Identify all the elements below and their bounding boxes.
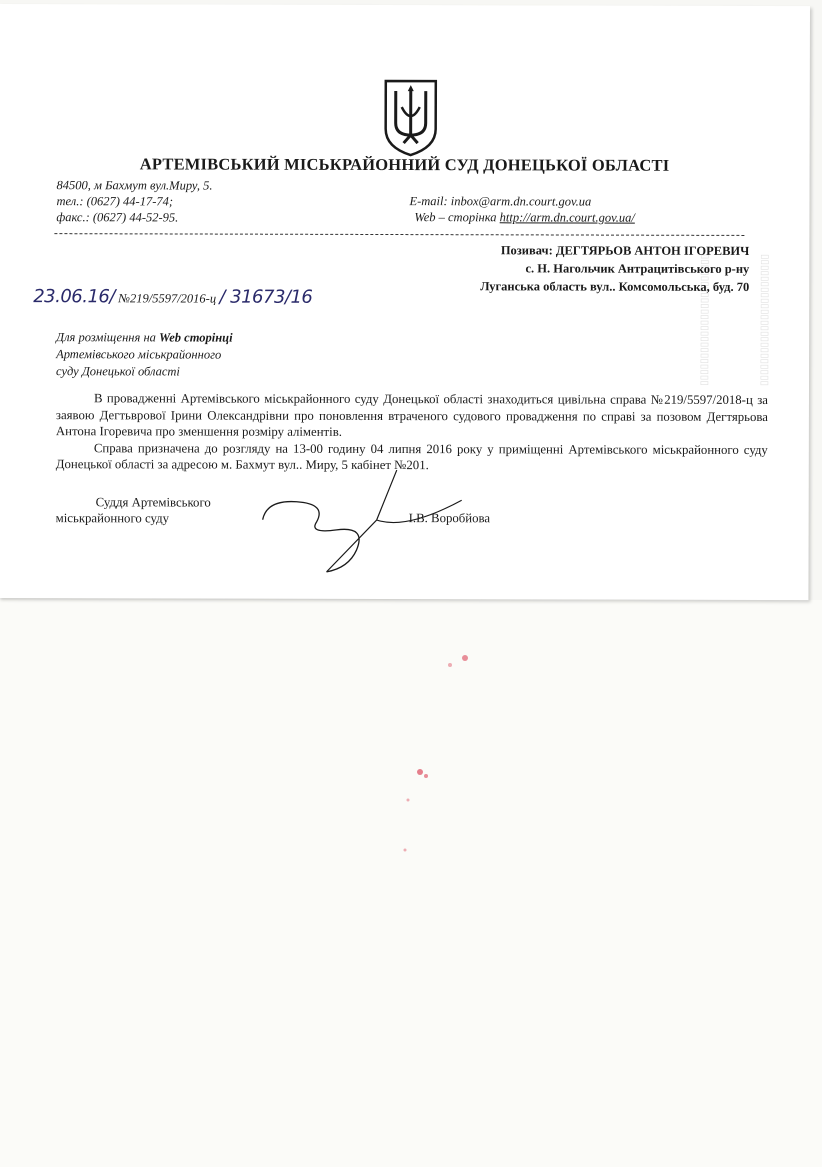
web-row: Web – сторінка http://arm.dn.court.gov.ua/ [414,210,635,225]
document-sheet [0,4,810,600]
court-name: АРТЕМІВСЬКИЙ МІСЬКРАЙОННИЙ СУД ДОНЕЦЬКОЇ ОБЛАСТІ [139,154,670,175]
header-divider [54,233,744,236]
judge-name: І.В. Воробйова [408,511,491,526]
addressee-name: Позивач: ДЕГТЯРЬОВ АНТОН ІГОРЕВИЧ [500,243,750,258]
court-online-contacts [409,193,635,226]
court-address: 84500, м Бахмут вул.Миру, 5. [56,178,213,193]
court-phone: тел.: (0627) 44-17-74; [56,194,174,209]
bleed-through-text: ▯▯▯▯▯▯▯▯▯▯▯▯▯▯▯▯▯▯▯▯▯▯▯▯ [699,253,711,386]
case-number: №219/5597/2016-ц [118,291,217,306]
notice-paragraph-1: В провадженні Артемівського міськрайонного суду Донецької області знаходиться цивільна справа №219/5597/2018-ц за заявою Дегтьврової Ірини Олександрівни про поновлення втраченого судового провадження по справі за позовом Дегтярьова Антона Ігоревича про зменшення розміру аліментів. [55,391,768,439]
publication-line-2: Артемівського міськрайонного [56,347,222,362]
email-row: E-mail: inbox@arm.dn.court.gov.ua [409,194,592,209]
judge-title [56,494,211,526]
handwritten-outgoing-number: / 31673/16 [219,286,313,308]
addressee-village: с. Н. Нагольчик Антрацитівського р-ну [525,261,750,276]
judge-title-line-1: Суддя Артемівського [95,495,211,510]
notice-paragraph-2: Справа призначена до розгляду на 13-00 годину 04 липня 2016 року у приміщенні Артемівського міськрайонного суду Донецької області за адресою м. Бахмут вул.. Миру, 5 кабінет №201. [55,440,768,473]
addressee-block [480,241,749,296]
handwritten-date: 23.06.16/ [33,286,115,308]
ink-stain-marks [380,640,520,880]
email-link[interactable]: inbox@arm.dn.court.gov.ua [450,194,592,209]
bleed-through-text: ▯▯▯▯▯▯▯▯▯▯▯▯▯▯▯▯▯▯▯▯▯▯▯▯ [759,253,771,387]
trident-coat-of-arms-icon [382,77,440,157]
addressee-street: Луганська область вул.. Комсомольська, буд. 70 [480,279,750,294]
publication-note [56,329,233,380]
publication-line-1: Для розміщення на Web сторінці [56,330,233,345]
court-fax: факс.: (0627) 44-52-95. [56,210,179,225]
publication-line-3: суду Донецької області [56,364,180,379]
court-contacts [56,177,212,225]
judge-title-line-2: міськрайонного суду [55,511,170,526]
outgoing-reference [33,286,312,308]
web-link[interactable]: http://arm.dn.court.gov.ua/ [499,210,635,225]
